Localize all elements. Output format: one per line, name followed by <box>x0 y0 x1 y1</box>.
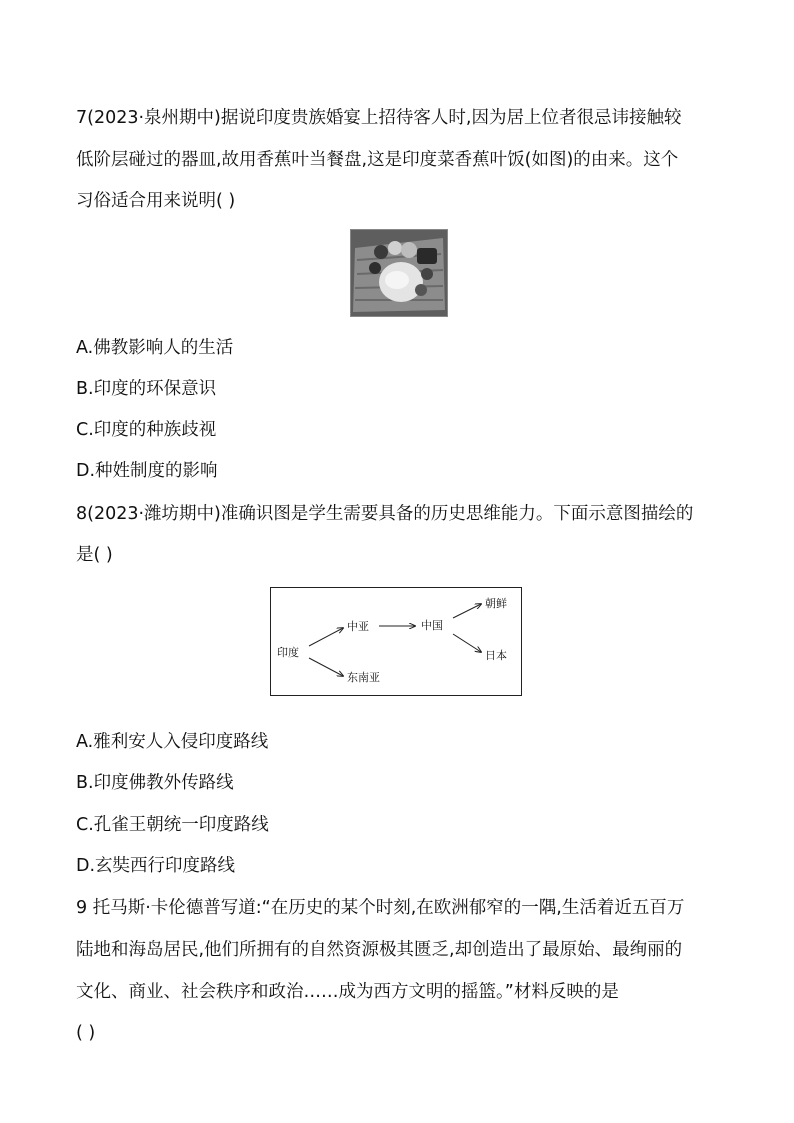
q9-stem-line-3: 文化、商业、社会秩序和政治……成为西方文明的摇篮。”材料反映的是 <box>76 982 619 1002</box>
q8-stem-line-2: 是( ) <box>76 545 113 565</box>
q9-stem-line-2: 陆地和海岛居民,他们所拥有的自然资源极其匮乏,却创造出了最原始、最绚丽的 <box>76 940 683 960</box>
arrow-india-central-asia <box>309 628 343 646</box>
banana-leaf-rice-illustration <box>351 230 447 316</box>
arrow-china-japan <box>453 634 481 652</box>
arrow-india-southeast-asia <box>309 658 343 676</box>
q9-stem-line-4: ( ) <box>76 1023 96 1043</box>
arrow-china-korea <box>453 604 481 618</box>
node-china: 中国 <box>421 619 443 632</box>
q7-stem-line-2: 低阶层碰过的器皿,故用香蕉叶当餐盘,这是印度菜香蕉叶饭(如图)的由来。这个 <box>76 150 679 170</box>
q7-stem-line-1: 7(2023·泉州期中)据说印度贵族婚宴上招待客人时,因为居上位者很忌讳接触较 <box>76 108 682 128</box>
q7-stem-line-3: 习俗适合用来说明( ) <box>76 191 236 211</box>
q8-stem-line-1: 8(2023·潍坊期中)准确识图是学生需要具备的历史思维能力。下面示意图描绘的 <box>76 504 694 524</box>
q7-option-b: B.印度的环保意识 <box>76 379 217 399</box>
node-korea: 朝鲜 <box>485 597 507 610</box>
node-india: 印度 <box>277 646 299 659</box>
node-japan: 日本 <box>485 649 507 662</box>
banana-leaf-rice-photo <box>350 229 448 317</box>
buddhism-route-diagram <box>270 587 522 696</box>
q7-option-c: C.印度的种族歧视 <box>76 420 217 440</box>
q8-option-c: C.孔雀王朝统一印度路线 <box>76 815 269 835</box>
node-central-asia: 中亚 <box>347 620 369 633</box>
q9-stem-line-1: 9 托马斯·卡伦德普写道:“在历史的某个时刻,在欧洲郁窄的一隅,生活着近五百万 <box>76 898 685 918</box>
q8-option-b: B.印度佛教外传路线 <box>76 773 234 793</box>
q7-option-a: A.佛教影响人的生活 <box>76 338 234 358</box>
q8-option-d: D.玄奘西行印度路线 <box>76 856 236 876</box>
node-southeast-asia: 东南亚 <box>347 671 380 684</box>
q7-option-d: D.种姓制度的影响 <box>76 461 218 481</box>
q8-option-a: A.雅利安人入侵印度路线 <box>76 732 269 752</box>
